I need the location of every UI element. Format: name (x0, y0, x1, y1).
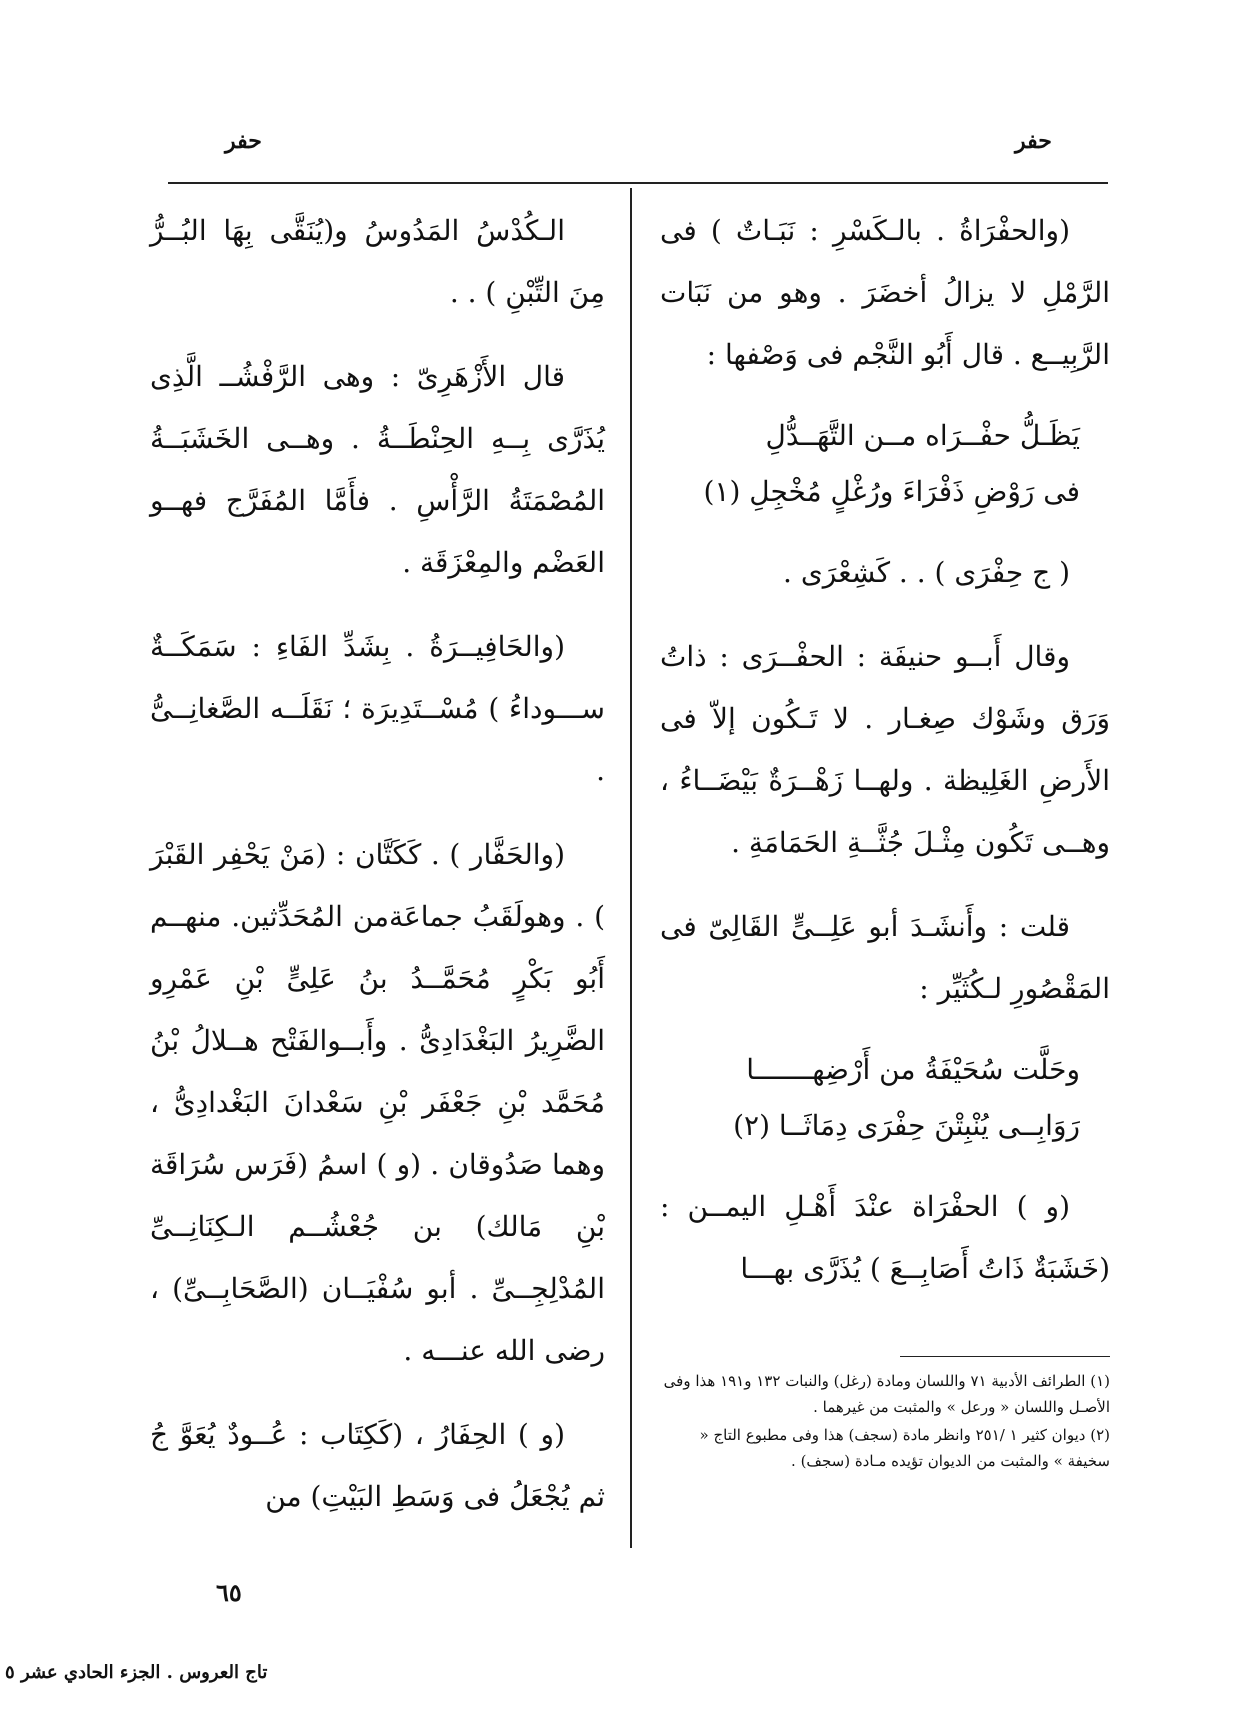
verse-line: رَوَابِــى يُنْبِتْنَ حِفْرَى دِمَاثَــا (٢) (733, 1109, 1080, 1142)
paragraph: (والحَافِيــرَةُ . بِشَدِّ الفَاءِ : سَمَكَــةٌ ســـوداءُ ) مُسْــتَدِيرَة ؛ نَقَلَــه الصَّغانِــىُّ . (150, 630, 605, 787)
verse (660, 1042, 1110, 1154)
running-header-right: حفر (1015, 128, 1052, 154)
paragraph: (والحَفَّار ) . كَكَتَّان : (مَنْ يَحْفِر القَبْرَ ) . وهولَقَبُ جماعَةمن المُحَدِّثين. منهــم أَبُو بَكْرٍ مُحَمَّــدُ بنُ عَلِىٍّ بْنِ عَمْرِو الضَّرِيرُ البَغْدَادِىُّ . وأَبــوالفَتْح هــلالُ بْنُ مُحَمَّد بْنِ جَعْفَر بْنِ سَعْدانَ البَغْدادِىُّ ، وهما صَدُوقان . (و ) اسمُ (فَرَس سُرَاقَة بْنِ مَالك) بن جُعْشُــم الـكِنَانِــىِّ المُدْلِجِــىِّ . أبو سُفْيَــان (الصَّحَابِــىِّ) ، رضى الله عنـــه . (150, 838, 605, 1367)
page-number: ٦٥ (216, 1578, 242, 1607)
footer-signature: تاج العروس . الجزء الحادي عشر ٥ (5, 1662, 268, 1683)
verse-line: يَظَـلُّ حفْــرَاه مــن التَّهَــدُّلِ (765, 419, 1080, 452)
paragraph: (و ) الحِفَارُ ، (كَكِتَاب : عُــودٌ يُعَوَّ جُ ثم يُجْعَلُ فى وَسَطِ البَيْتِ) من (150, 1418, 605, 1513)
running-header-left: حفر (225, 128, 262, 154)
paragraph: قلت : وأَنشَـدَ أبو عَلِــىٍّ القَالِىّ فى المَقْصُورِ لـكُثَيِّر : (660, 910, 1110, 1005)
footnotes (660, 1368, 1110, 1476)
verse-line: وحَلَّت سُحَيْفَةُ من أَرْضِهـــــــا (746, 1053, 1080, 1086)
column-divider (630, 188, 632, 1548)
footnote: (٢) ديوان كثير ١ /٢٥١ وانظر مادة (سجف) هذا وفى مطبوع التاج « سخيفة » والمثبت من الديوان تؤيده مـادة (سجف) . (699, 1426, 1110, 1470)
paragraph: (و ) الحفْرَاة عنْدَ أَهْـلِ اليمــن : (خَشَبَةٌ ذَاتُ أَصَابِــعَ ) يُذَرَّى بهـــا (660, 1190, 1110, 1285)
footnote-rule (900, 1356, 1110, 1357)
paragraph: قال الأَزْهَرِىّ : وهى الرَّفْشُــ الَّذِى يُذَرَّى بِــهِ الحِنْطَــةُ . وهــى الخَشَبَــةُ المُصْمَتَةُ الرَّأْسِ . فأَمَّا المُفَرَّج فهــو العَضْم والمِعْزَقَة . (150, 360, 605, 579)
left-column (150, 200, 605, 1550)
paragraph: الـكُدْسُ المَدُوسُ و(يُنَقَّى بِهَا البُــرُّ مِنَ التِّبْنِ ) . . (150, 214, 605, 309)
header-rule (168, 182, 1108, 184)
paragraph: وقال أَبــو حنيفَة : الحفْــرَى : ذاتُ وَرَق وشَوْك صِغـار . لا تَـكُون إلاّ فى الأَرضِ الغَلِيظة . ولهــا زَهْــرَةٌ بَيْضَــاءُ ، وهــى تَكُون مِثْـلَ جُثَّــةِ الحَمَامَةِ . (660, 640, 1110, 859)
right-column (660, 200, 1110, 1322)
verse-line: فى رَوْضِ ذَفْرَاءَ ورُغْلٍ مُخْجِلِ (١) (703, 475, 1080, 508)
paragraph: (والحفْرَاةُ . بالـكَسْرِ : نَبَـاتٌ ) فى الرَّمْلِ لا يزالُ أخضَرَ . وهو من نَبَات الرَّبِيــع . قال أَبُو النَّجْم فى وَصْفها : (660, 214, 1110, 371)
footnote: (١) الطرائف الأدبية ٧١ واللسان ومادة (رغل) والنبات ١٣٢ و١٩١ هذا وفى الأصـل واللسان « ورعل » والمثبت من غيرهما . (663, 1372, 1110, 1416)
verse (660, 408, 1110, 520)
paragraph: ( ج حِفْرَى ) . . كَشِعْرَى . (783, 556, 1070, 589)
